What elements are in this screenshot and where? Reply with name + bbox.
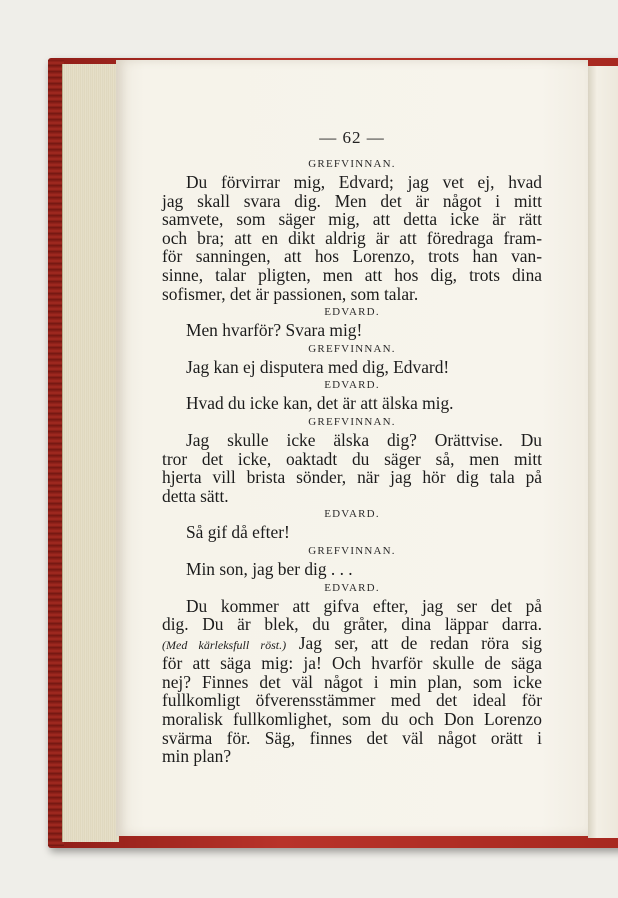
speaker-name: EDVARD. xyxy=(324,581,380,594)
text-line: Men hvarför? Svara mig! xyxy=(186,320,363,341)
text-line: fullkomligt öfverensstämmer med det ideal för xyxy=(162,690,542,711)
text-line: för sanningen, att hos Lorenzo, trots han van- xyxy=(162,246,542,267)
speaker-name: EDVARD. xyxy=(324,306,380,319)
text-line: Jag kan ej disputera med dig, Edvard! xyxy=(186,356,450,377)
text-line: Du förvirrar mig, Edvard; jag vet ej, hvad xyxy=(186,172,542,192)
speaker-name: EDVARD. xyxy=(324,379,380,392)
text-line-with-stage-direction xyxy=(162,634,542,655)
text-line: svärma för. Säg, finnes det väl något orätt i xyxy=(162,727,542,748)
text-fragment: Jag ser, att de redan röra sig xyxy=(298,632,542,653)
text-line: för att säga mig: ja! Och hvarför skulle de säga xyxy=(162,653,542,674)
speaker-name: EDVARD. xyxy=(324,508,380,521)
speaker-name: GREFVINNAN. xyxy=(308,342,396,355)
text-line: sofismer, det är passionen, som talar. xyxy=(162,283,419,304)
text-line: Jag skulle icke älska dig? Orättvise. Du xyxy=(186,429,542,450)
page-text xyxy=(162,155,542,766)
book-page xyxy=(116,60,588,836)
text-line: hjerta vill brista sönder, när jag hör dig tala på xyxy=(162,467,542,488)
text-line: Så gif då efter! xyxy=(186,522,290,543)
text-line: nej? Finnes det väl något i min plan, som icke xyxy=(162,671,542,692)
text-line: Du kommer att gifva efter, jag ser det på xyxy=(186,595,542,616)
stage-direction: (Med kärleksfull röst.) xyxy=(162,637,287,652)
text-line: Min son, jag ber dig . . . xyxy=(186,558,353,579)
page-edges xyxy=(62,64,119,842)
speaker-name: GREFVINNAN. xyxy=(308,544,396,557)
speaker-name: GREFVINNAN. xyxy=(308,415,396,428)
text-line: dig. Du är blek, du gråter, dina läppar darra. xyxy=(162,614,542,635)
text-line: och bra; att en dikt aldrig är att föredraga fram- xyxy=(162,227,542,248)
facing-page-edge xyxy=(588,66,618,838)
text-line: moralisk fullkomlighet, som du och Don Lorenzo xyxy=(162,709,542,730)
text-line: min plan? xyxy=(162,746,232,767)
text-line: tror det icke, oaktadt du säger så, men mitt xyxy=(162,448,542,469)
text-line: sinne, talar pligten, men att hos dig, trots dina xyxy=(162,264,542,285)
text-line: Hvad du icke kan, det är att älska mig. xyxy=(186,393,454,414)
text-line: samvete, som säger mig, att detta icke är rätt xyxy=(162,209,542,230)
page-number: — 62 — xyxy=(319,128,385,147)
speaker-name: GREFVINNAN. xyxy=(308,158,396,170)
text-line: jag skall svara dig. Men det är något i mitt xyxy=(162,190,542,211)
text-line: detta sätt. xyxy=(162,485,229,506)
